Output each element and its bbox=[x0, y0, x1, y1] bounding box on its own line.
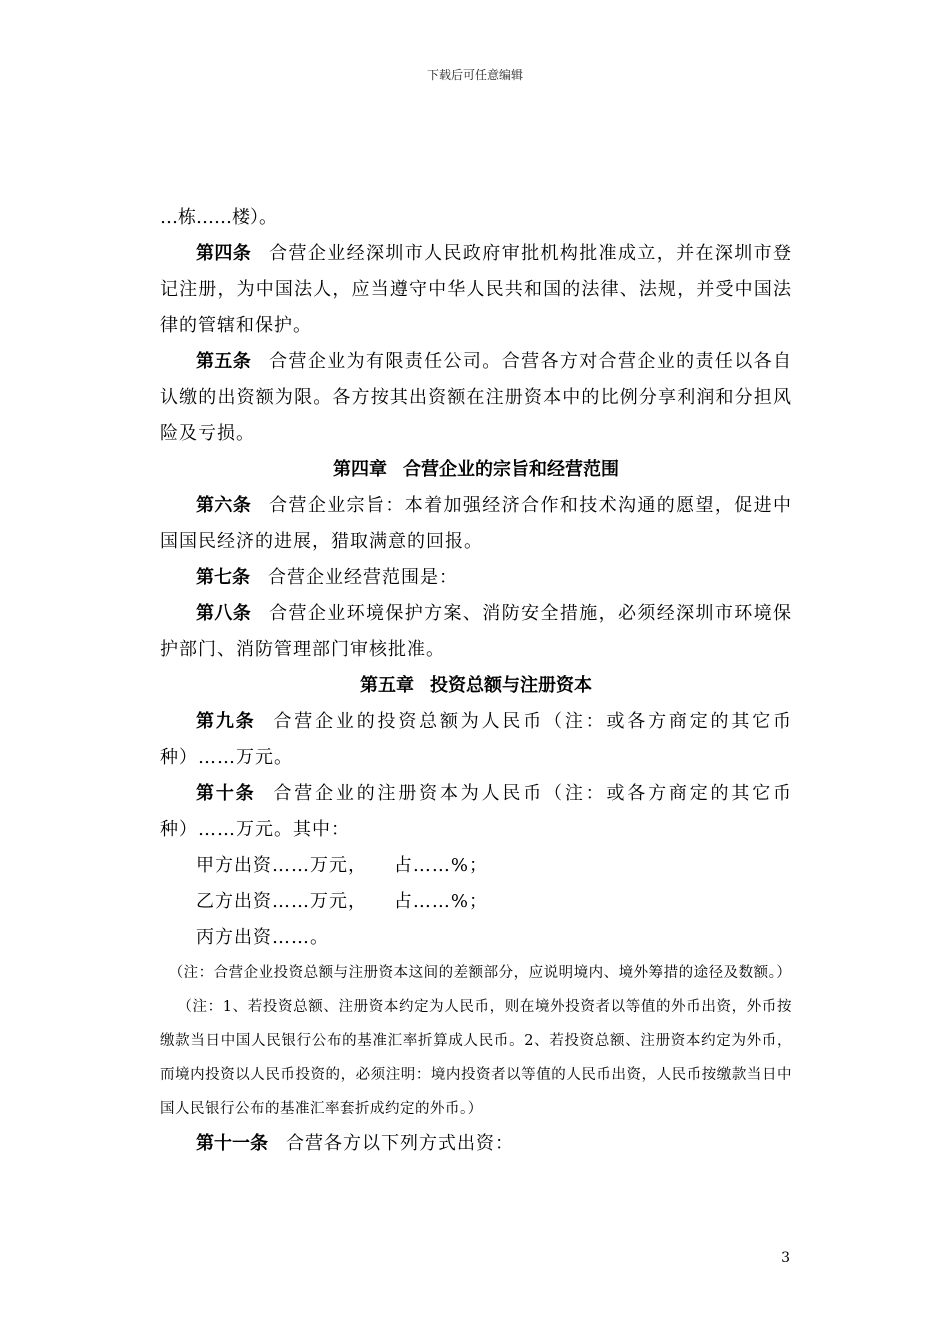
chapter-5-title: 投资总额与注册资本 bbox=[430, 675, 592, 696]
article-8-text: 合营企业环境保护方案、消防安全措施，必须经深圳市环境保护部门、消防管理部门审核批准。 bbox=[160, 603, 792, 660]
chapter-4-heading bbox=[160, 452, 792, 488]
contribution-party-b: 乙方出资……万元， 占……%； bbox=[196, 891, 488, 912]
article-8 bbox=[160, 596, 792, 668]
article-7-label: 第七条 bbox=[196, 567, 250, 588]
article-9-label: 第九条 bbox=[196, 711, 256, 732]
article-5 bbox=[160, 344, 792, 452]
document-body bbox=[160, 200, 792, 1162]
article-6-label: 第六条 bbox=[196, 495, 252, 516]
article-7-text: 合营企业经营范围是： bbox=[268, 567, 458, 588]
note-2: （注：1、若投资总额、注册资本约定为人民币，则在境外投资者以等值的外币出资，外币按缴款当日中国人民银行公布的基准汇率折算成人民币。2、若投资总额、注册资本约定为外币，而境内投资以人民币投资的，必须注明：境内投资者以等值的人民币出资，人民币按缴款当日中国人民银行公布的基准汇率套折成约定的外币。） bbox=[160, 999, 792, 1117]
contribution-party-a: 甲方出资……万元， 占……%； bbox=[196, 855, 488, 876]
article-11-text: 合营各方以下列方式出资： bbox=[286, 1133, 514, 1154]
paragraph-continuation: …栋……楼）。 bbox=[160, 207, 277, 228]
article-9 bbox=[160, 704, 792, 776]
article-6 bbox=[160, 488, 792, 560]
chapter-5-heading bbox=[160, 668, 792, 704]
article-5-text: 合营企业为有限责任公司。合营各方对合营企业的责任以各自认缴的出资额为限。各方按其出资额在注册资本中的比例分享利润和分担风险及亏损。 bbox=[160, 351, 792, 444]
article-4 bbox=[160, 236, 792, 344]
article-8-label: 第八条 bbox=[196, 603, 252, 624]
article-10-label: 第十条 bbox=[196, 783, 256, 804]
article-5-label: 第五条 bbox=[196, 351, 252, 372]
article-11 bbox=[160, 1126, 792, 1162]
chapter-4-number: 第四章 bbox=[333, 459, 387, 480]
chapter-4-title: 合营企业的宗旨和经营范围 bbox=[403, 459, 619, 480]
note-1: （注：合营企业投资总额与注册资本这间的差额部分，应说明境内、境外筹措的途径及数额。） bbox=[168, 965, 792, 981]
article-4-label: 第四条 bbox=[196, 243, 252, 264]
article-10-text: 合营企业的注册资本为人民币（注：或各方商定的其它币种）……万元。其中： bbox=[160, 783, 793, 840]
article-6-text: 合营企业宗旨：本着加强经济合作和技术沟通的愿望，促进中国国民经济的进展，猎取满意的回报。 bbox=[160, 495, 792, 552]
article-7 bbox=[160, 560, 792, 596]
article-4-text: 合营企业经深圳市人民政府审批机构批准成立，并在深圳市登记注册，为中国法人，应当遵守中华人民共和国的法律、法规，并受中国法律的管辖和保护。 bbox=[160, 243, 792, 336]
article-9-text: 合营企业的投资总额为人民币（注：或各方商定的其它币种）……万元。 bbox=[160, 711, 793, 768]
page-number: 3 bbox=[781, 1250, 790, 1266]
contribution-party-c: 丙方出资……。 bbox=[196, 927, 329, 948]
article-10 bbox=[160, 776, 792, 848]
article-11-label: 第十一条 bbox=[196, 1133, 268, 1154]
chapter-5-number: 第五章 bbox=[360, 675, 414, 696]
page-header: 下载后可任意编辑 bbox=[426, 68, 523, 82]
